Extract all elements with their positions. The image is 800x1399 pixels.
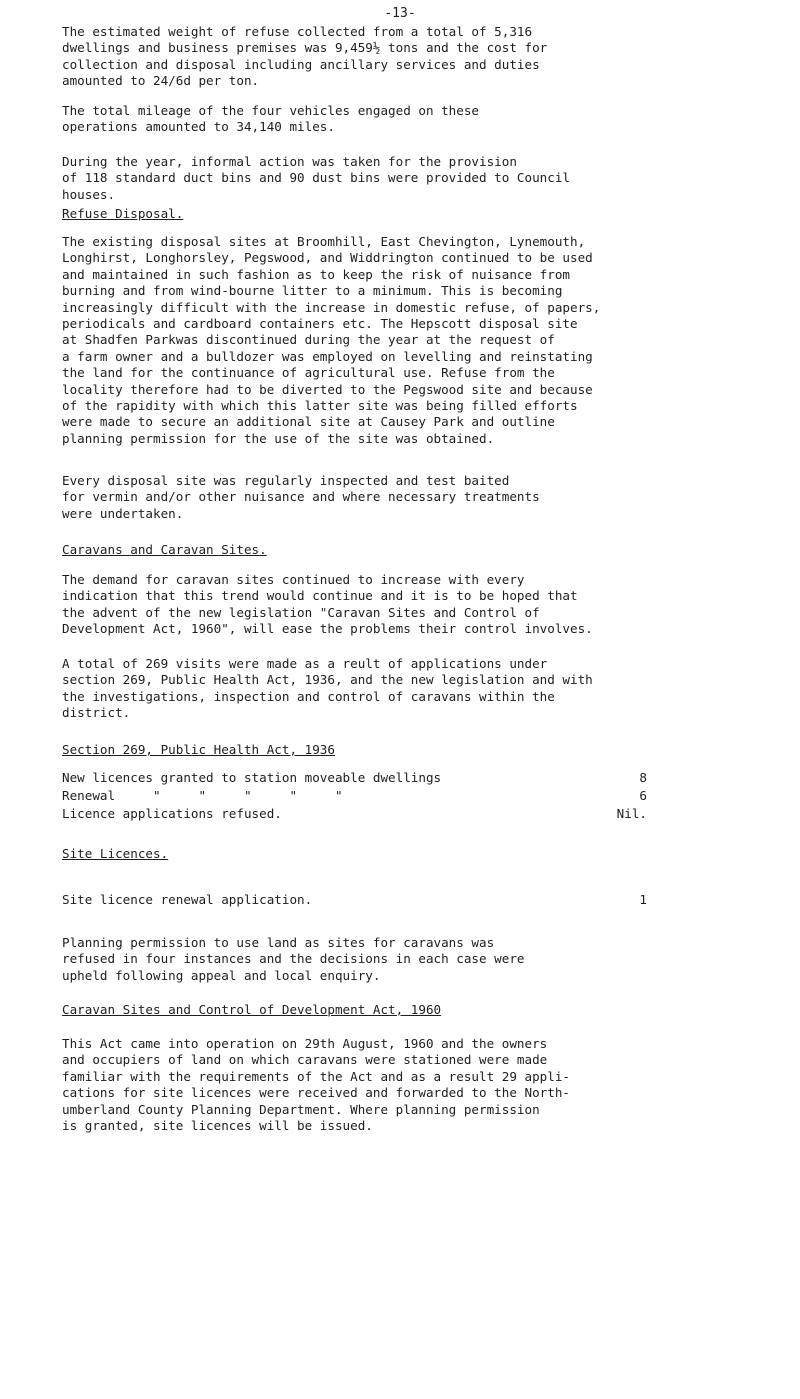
paragraph-caravan-visits: A total of 269 visits were made as a reult of applications under section 269, Public Health Act, 1936, and the new legislation and with the investigations, inspection and control of caravans within the district. [62,656,593,721]
paragraph-disposal-sites: The existing disposal sites at Broomhill, East Chevington, Lynemouth, Longhirst, Longhorsley, Pegswood, and Widdrington continued to be used and maintained in such fashion as to keep the risk of nuisance from burning and from wind-bourne litter to a minimum. This is becoming increasingly difficult with the increase in domestic refuse, of papers, periodicals and cardboard containers etc. The Hepscott disposal site at Shadfen Parkwas discontinued during the year at the request of a farm owner and a bulldozer was employed on levelling and reinstating the land for the continuance of agricultural use. Refuse from the locality therefore had to be diverted to the Pegswood site and because of the rapidity with which this latter site was being filled efforts were made to secure an additional site at Causey Park and outline planning permission for the use of the site was obtained. [62,234,601,446]
page-number: -13- [384,6,416,21]
row-label: New licences granted to station moveable dwellings [62,770,442,785]
table-row [62,892,647,908]
heading-caravan-act: Caravan Sites and Control of Development Act, 1960 [62,1002,442,1017]
row-value: 1 [639,892,647,907]
row-value: 6 [639,788,647,803]
paragraph-caravan-demand: The demand for caravan sites continued to increase with every indication that this trend would continue and it is to be hoped that the advent of the new legislation "Caravan Sites and Control of Development Act, 1960", will ease the problems their control involves. [62,572,593,637]
row-label: Licence applications refused. [62,806,282,821]
table-row [62,788,647,804]
table-row [62,770,647,786]
paragraph-planning-refused: Planning permission to use land as sites for caravans was refused in four instances and the decisions in each case were upheld following appeal and local enquiry. [62,935,525,983]
table-row [62,806,647,822]
paragraph-act-operation: This Act came into operation on 29th August, 1960 and the owners and occupiers of land on which caravans were stationed were made familiar with the requirements of the Act and as a result 29 appli- cations for site licences were received and forwarded to the North- umberland County Planning Department. Where planning permission is granted, site licences will be issued. [62,1036,570,1134]
heading-refuse-disposal: Refuse Disposal. [62,206,184,221]
row-label: Site licence renewal application. [62,892,313,907]
heading-site-licences: Site Licences. [62,846,169,861]
row-value: Nil. [616,806,647,821]
heading-section-269: Section 269, Public Health Act, 1936 [62,742,335,757]
row-label: Renewal " " " " " [62,788,343,803]
paragraph-vehicle-mileage: The total mileage of the four vehicles engaged on these operations amounted to 34,140 miles. [62,103,480,135]
paragraph-refuse-weight: The estimated weight of refuse collected from a total of 5,316 dwellings and business premises was 9,459½ tons and the cost for collection and disposal including ancillary services and duties amounted to 24/6d per ton. [62,24,548,89]
row-value: 8 [639,770,647,785]
heading-caravans: Caravans and Caravan Sites. [62,542,267,557]
paragraph-duct-bins: During the year, informal action was taken for the provision of 118 standard duct bins and 90 dust bins were provided to Council houses. [62,154,570,202]
paragraph-vermin-inspection: Every disposal site was regularly inspected and test baited for vermin and/or other nuisance and where necessary treatments were undertaken. [62,473,540,521]
